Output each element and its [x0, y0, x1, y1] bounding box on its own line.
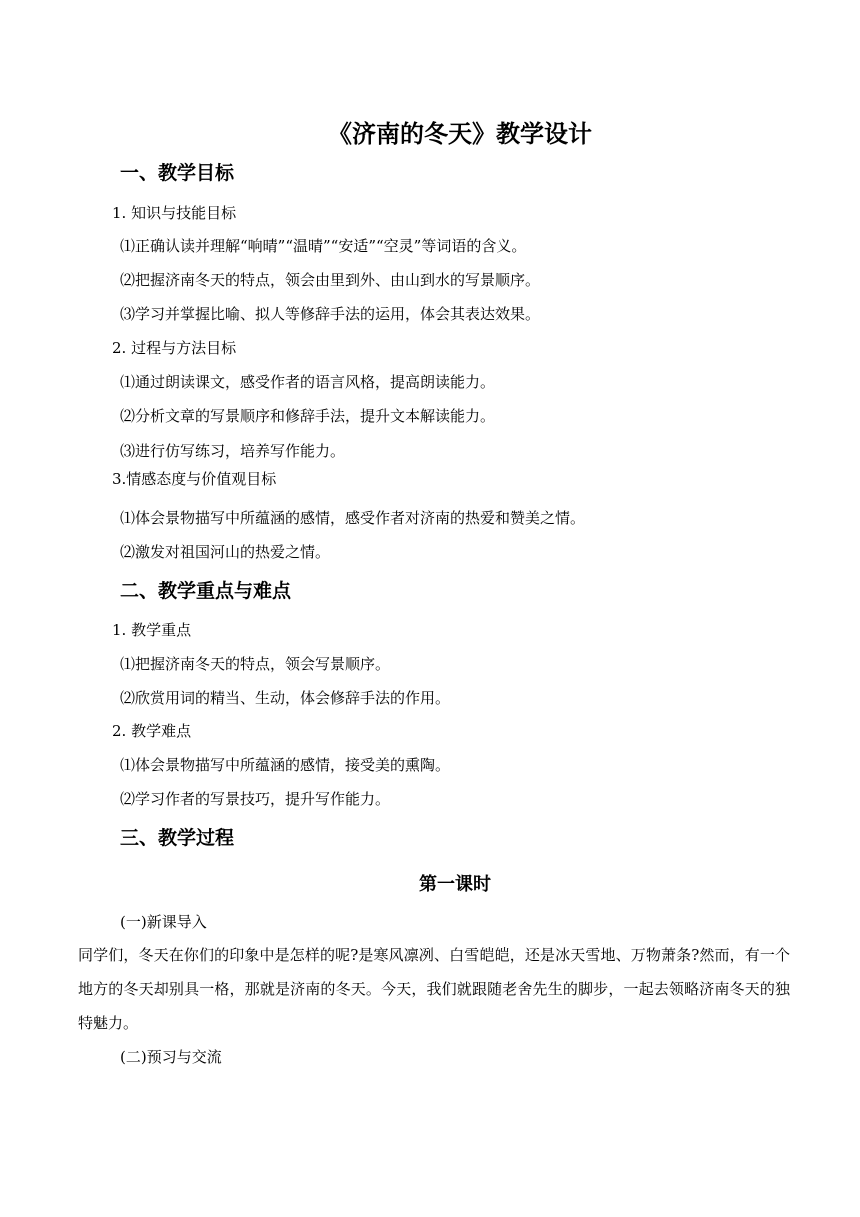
objective-item: ⑴正确认读并理解“响晴”“温晴”“安适”“空灵”等词语的含义。 — [120, 237, 527, 255]
key-point-item: ⑴把握济南冬天的特点，领会写景顺序。 — [120, 655, 391, 673]
key-point-item: ⑵欣赏用词的精当、生动，体会修辞手法的作用。 — [120, 689, 451, 707]
section-heading-key-points: 二、教学重点与难点 — [120, 580, 292, 602]
section-heading-objectives: 一、教学目标 — [120, 162, 235, 184]
objective-item: ⑶学习并掌握比喻、拟人等修辞手法的运用，体会其表达效果。 — [120, 305, 541, 323]
objective-item: ⑵分析文章的写景顺序和修辞手法，提升文本解读能力。 — [120, 407, 496, 425]
intro-paragraph: 同学们，冬天在你们的印象中是怎样的呢?是寒风凛冽、白雪皑皑，还是冰天雪地、万物萧条?然而，有一个地方的冬天却别具一格，那就是济南的冬天。今天，我们就跟随老舍先生的脚步，一起去领略济南冬天的独特魅力。 — [78, 946, 790, 1032]
difficulty-item: ⑵学习作者的写景技巧，提升写作能力。 — [120, 790, 391, 808]
subheading-process-method: 2. 过程与方法目标 — [112, 339, 237, 357]
objective-item: ⑵激发对祖国河山的热爱之情。 — [120, 543, 331, 561]
lesson-title: 第一课时 — [419, 874, 491, 895]
subheading-knowledge-skills: 1. 知识与技能目标 — [112, 204, 237, 222]
step-introduction: (一)新课导入 — [120, 913, 207, 931]
subheading-emotion-values: 3.情感态度与价值观目标 — [112, 470, 277, 488]
section-heading-process: 三、教学过程 — [120, 827, 235, 849]
objective-item: ⑴通过朗读课文，感受作者的语言风格，提高朗读能力。 — [120, 373, 496, 391]
objective-item: ⑵把握济南冬天的特点，领会由里到外、由山到水的写景顺序。 — [120, 271, 541, 289]
subheading-key-points: 1. 教学重点 — [112, 621, 192, 639]
objective-item: ⑴体会景物描写中所蕴涵的感情，感受作者对济南的热爱和赞美之情。 — [120, 509, 586, 527]
subheading-difficulties: 2. 教学难点 — [112, 722, 192, 740]
document-title: 《济南的冬天》教学设计 — [328, 120, 592, 148]
difficulty-item: ⑴体会景物描写中所蕴涵的感情，接受美的熏陶。 — [120, 756, 451, 774]
step-preview-exchange: (二)预习与交流 — [120, 1048, 222, 1066]
objective-item: ⑶进行仿写练习，培养写作能力。 — [120, 442, 346, 460]
